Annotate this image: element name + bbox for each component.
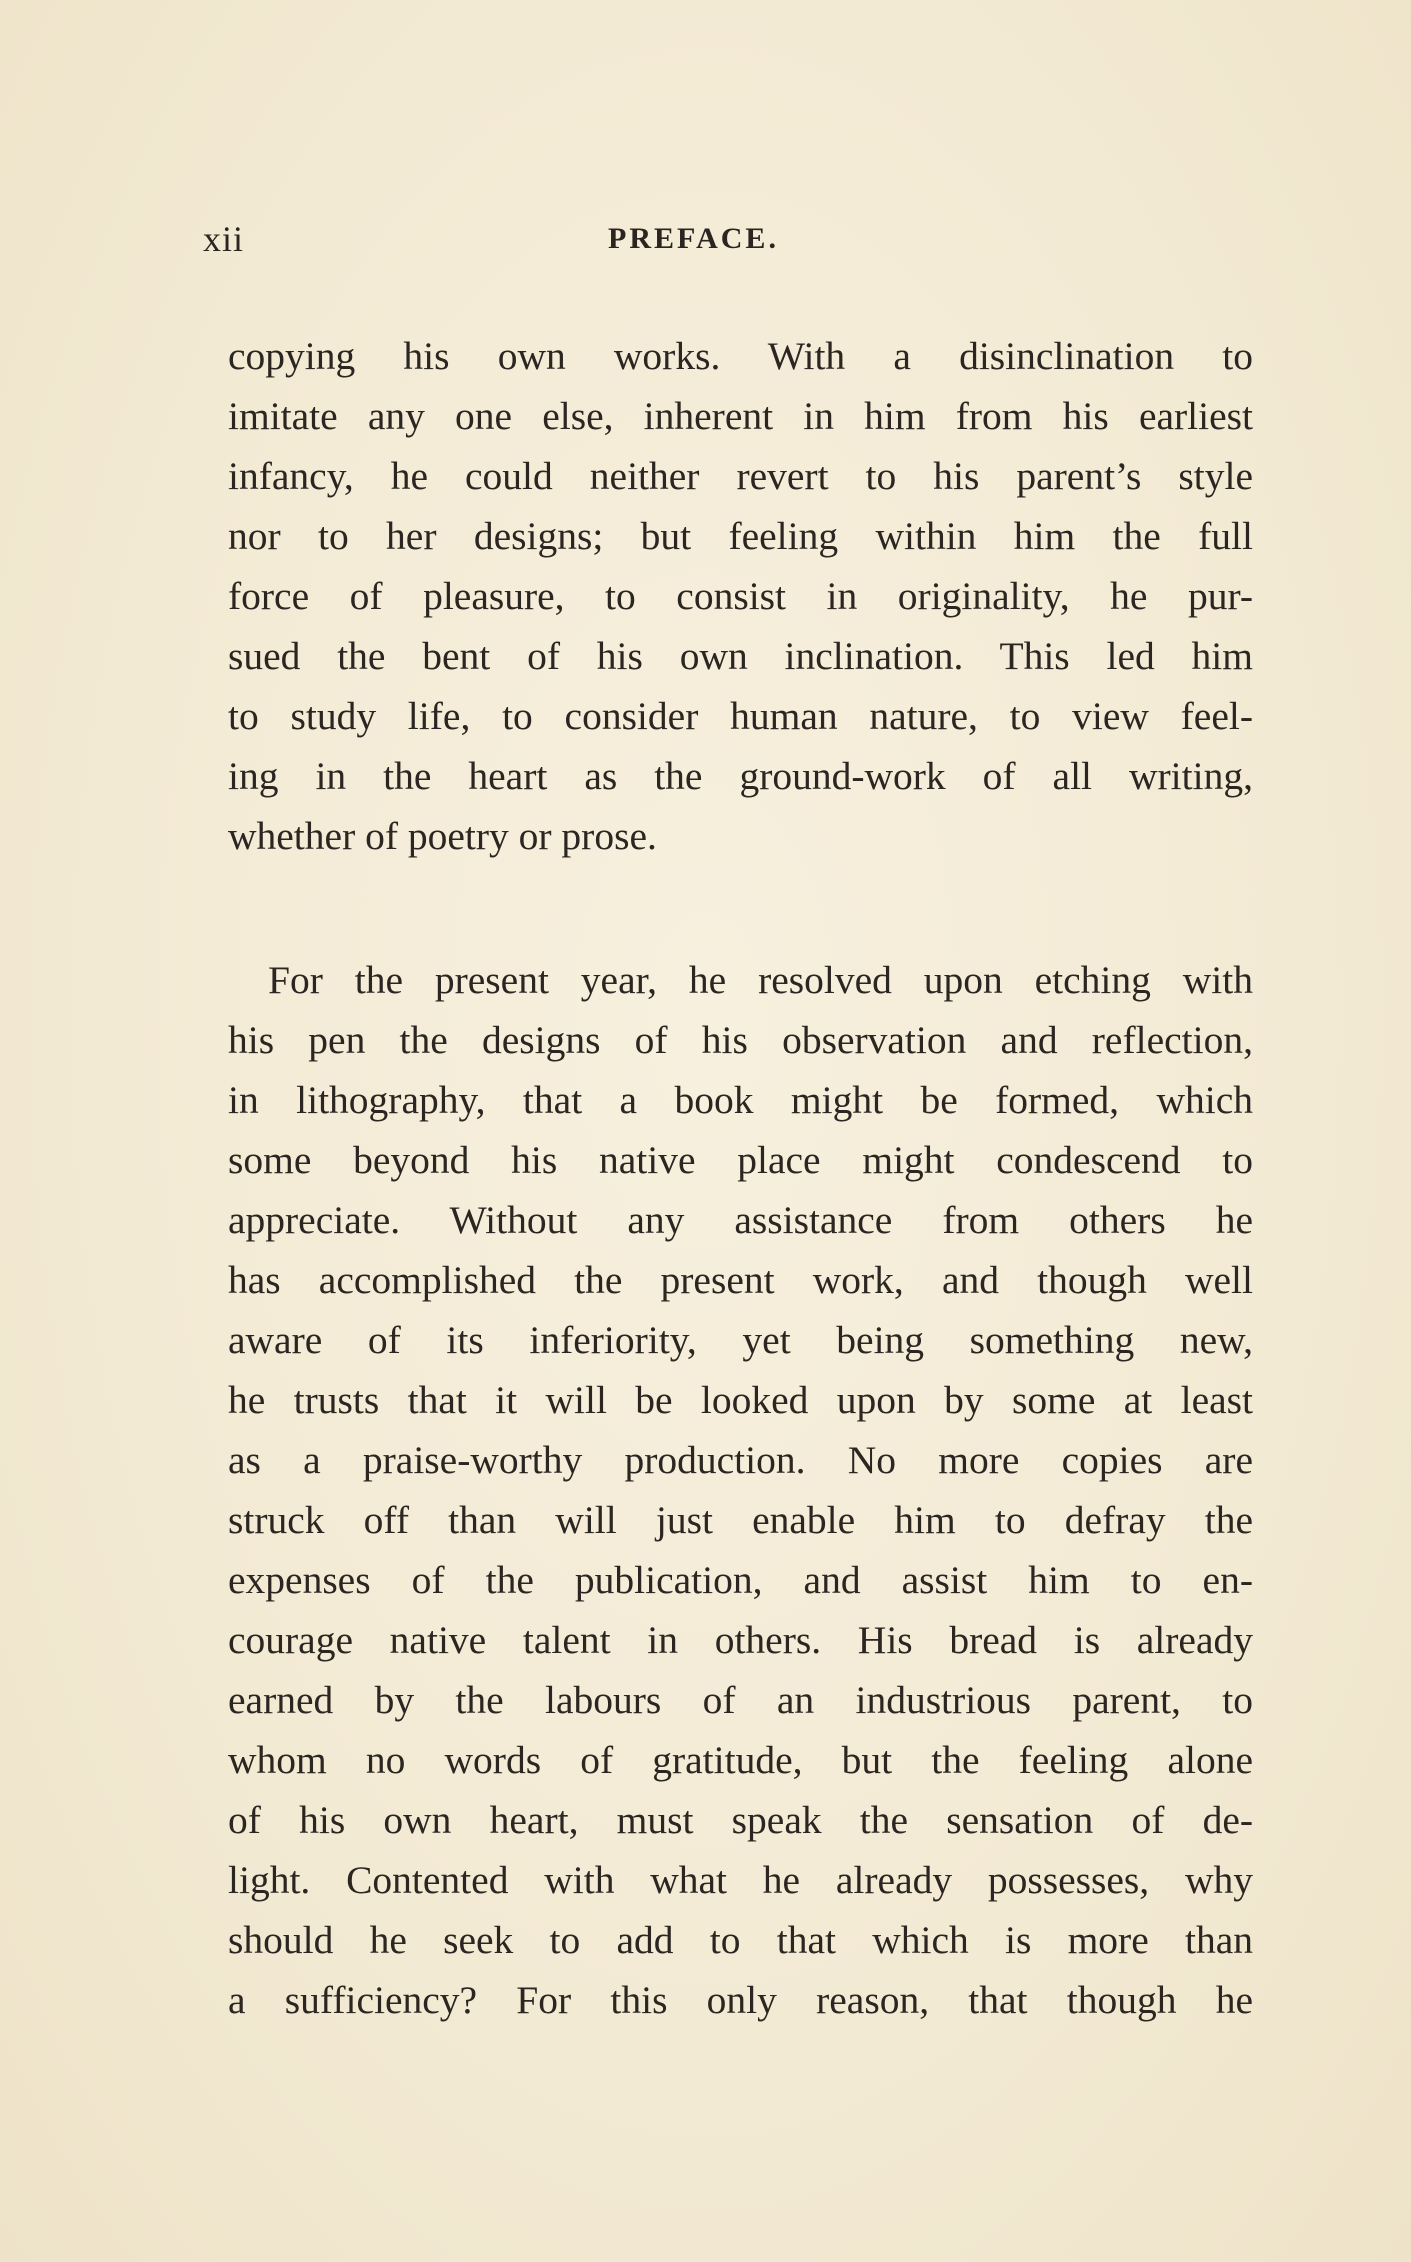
text-line: his pen the designs of his observation and reflection, — [228, 1018, 1253, 1062]
page-header — [203, 218, 1253, 268]
paragraph-1 — [228, 326, 1253, 866]
text-line: whom no words of gratitude, but the feeling alone — [228, 1738, 1253, 1782]
text-line: struck off than will just enable him to defray the — [228, 1498, 1253, 1542]
text-line: to study life, to consider human nature, to view feel- — [228, 694, 1253, 738]
text-line: as a praise-worthy production. No more copies are — [228, 1438, 1253, 1482]
text-line: imitate any one else, inherent in him from his earliest — [228, 394, 1253, 438]
text-line: copying his own works. With a disinclination to — [228, 334, 1253, 378]
text-line: expenses of the publication, and assist him to en- — [228, 1558, 1253, 1602]
text-line: aware of its inferiority, yet being something new, — [228, 1318, 1253, 1362]
text-line: whether of poetry or prose. — [228, 814, 657, 858]
text-line: some beyond his native place might condescend to — [228, 1138, 1253, 1182]
text-line: appreciate. Without any assistance from others he — [228, 1198, 1253, 1242]
text-line: a sufficiency? For this only reason, that though he — [228, 1978, 1253, 2022]
text-line: light. Contented with what he already possesses, why — [228, 1858, 1253, 1902]
text-line: he trusts that it will be looked upon by some at least — [228, 1378, 1253, 1422]
text-line: earned by the labours of an industrious parent, to — [228, 1678, 1253, 1722]
text-line: infancy, he could neither revert to his parent’s style — [228, 454, 1253, 498]
text-line: nor to her designs; but feeling within him the full — [228, 514, 1253, 558]
text-line: courage native talent in others. His bread is already — [228, 1618, 1253, 1662]
text-line: ing in the heart as the ground-work of all writing, — [228, 754, 1253, 798]
body-text — [228, 326, 1253, 2030]
page-number: xii — [203, 219, 245, 259]
paragraph-2 — [228, 950, 1253, 2030]
text-line: force of pleasure, to consist in originality, he pur- — [228, 574, 1253, 618]
text-line: For the present year, he resolved upon etching with — [268, 958, 1253, 1002]
text-line: in lithography, that a book might be formed, which — [228, 1078, 1253, 1122]
text-line: has accomplished the present work, and though well — [228, 1258, 1253, 1302]
text-line: of his own heart, must speak the sensation of de- — [228, 1798, 1253, 1842]
text-line: should he seek to add to that which is more than — [228, 1918, 1253, 1962]
running-head: PREFACE. — [608, 222, 779, 255]
text-line: sued the bent of his own inclination. This led him — [228, 634, 1253, 678]
paragraph-spacer — [228, 866, 1253, 950]
